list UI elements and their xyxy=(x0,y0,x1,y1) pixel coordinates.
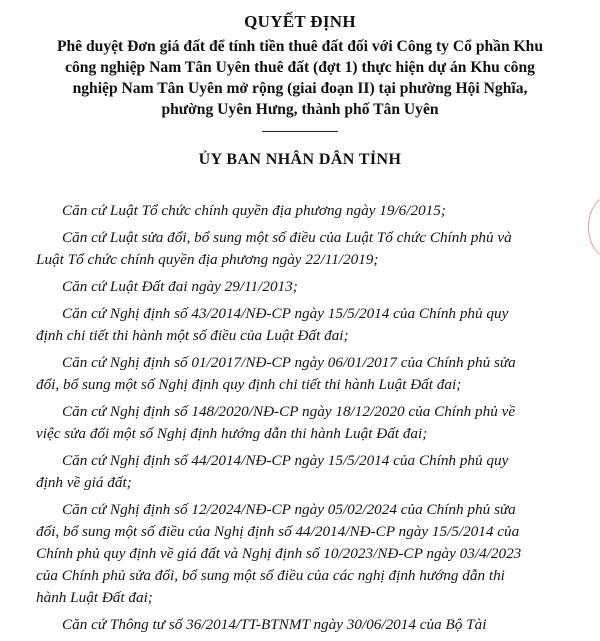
paragraph-line: việc sửa đổi một số Nghị định hướng dẫn thi hành Luật Đất đai; xyxy=(36,425,428,442)
legal-basis-paragraph xyxy=(36,401,566,445)
document-subtitle xyxy=(40,36,560,120)
legal-basis-paragraph xyxy=(36,499,566,609)
issuing-authority: ỦY BAN NHÂN DÂN TỈNH xyxy=(198,151,402,168)
paragraph-line: Căn cứ Luật Tổ chức chính quyền địa phương ngày 19/6/2015; xyxy=(62,202,446,219)
paragraph-line: Căn cứ Nghị định số 43/2014/NĐ-CP ngày 15/5/2014 của Chính phủ quy xyxy=(62,305,509,322)
legal-basis-paragraph xyxy=(36,276,566,298)
legal-basis-paragraph xyxy=(36,352,566,396)
paragraph-line: định về giá đất; xyxy=(36,474,132,491)
legal-basis-paragraph xyxy=(36,614,566,636)
paragraph-line: hành Luật Đất đai; xyxy=(36,589,153,606)
legal-basis-paragraph xyxy=(36,200,566,222)
subtitle-line: nghiệp Nam Tân Uyên mở rộng (giai đoạn II) tại phường Hội Nghĩa, xyxy=(72,80,528,97)
subtitle-line: Phê duyệt Đơn giá đất để tính tiền thuê đất đối với Công ty Cổ phần Khu xyxy=(56,38,544,55)
legal-basis-paragraph xyxy=(36,450,566,494)
paragraph-line: Căn cứ Luật sửa đổi, bổ sung một số điều của Luật Tổ chức Chính phủ và xyxy=(62,229,512,246)
paragraph-line: đổi, bổ sung một số điều của Nghị định số 44/2014/NĐ-CP ngày 15/5/2014 của xyxy=(36,523,520,540)
title-divider xyxy=(262,131,338,132)
paragraph-line: đổi, bổ sung một số Nghị định quy định chi tiết thi hành Luật Đất đai; xyxy=(36,376,462,393)
subtitle-line: công nghiệp Nam Tân Uyên thuê đất (đợt 1) thực hiện dự án Khu công xyxy=(65,59,535,76)
red-seal-stamp xyxy=(588,196,600,258)
paragraph-line: Căn cứ Thông tư số 36/2014/TT-BTNMT ngày 30/06/2014 của Bộ Tài xyxy=(62,616,487,633)
paragraph-line: Căn cứ Nghị định số 44/2014/NĐ-CP ngày 15/5/2014 của Chính phủ quy xyxy=(62,452,509,469)
paragraph-line: Căn cứ Nghị định số 12/2024/NĐ-CP ngày 05/02/2024 của Chính phủ sửa xyxy=(62,501,516,518)
document-title: QUYẾT ĐỊNH xyxy=(244,12,356,31)
subtitle-line: phường Uyên Hưng, thành phố Tân Uyên xyxy=(161,101,439,118)
paragraph-line: Luật Tổ chức chính quyền địa phương ngày 22/11/2019; xyxy=(36,251,379,268)
legal-basis-paragraph xyxy=(36,227,566,271)
paragraph-line: của Chính phủ sửa đổi, bổ sung một số điều của các nghị định hướng dẫn thi xyxy=(36,567,505,584)
paragraph-line: Chính phủ quy định về giá đất và Nghị định số 10/2023/NĐ-CP ngày 03/4/2023 xyxy=(36,545,522,562)
paragraph-line: Căn cứ Nghị định số 148/2020/NĐ-CP ngày 18/12/2020 của Chính phủ về xyxy=(62,403,516,420)
paragraph-line: Căn cứ Luật Đất đai ngày 29/11/2013; xyxy=(62,278,298,295)
legal-basis-paragraph xyxy=(36,303,566,347)
paragraph-line: định chi tiết thi hành một số điều của Luật Đất đai; xyxy=(36,327,349,344)
paragraph-line: Căn cứ Nghị định số 01/2017/NĐ-CP ngày 06/01/2017 của Chính phủ sửa xyxy=(62,354,516,371)
document-body xyxy=(36,200,566,641)
